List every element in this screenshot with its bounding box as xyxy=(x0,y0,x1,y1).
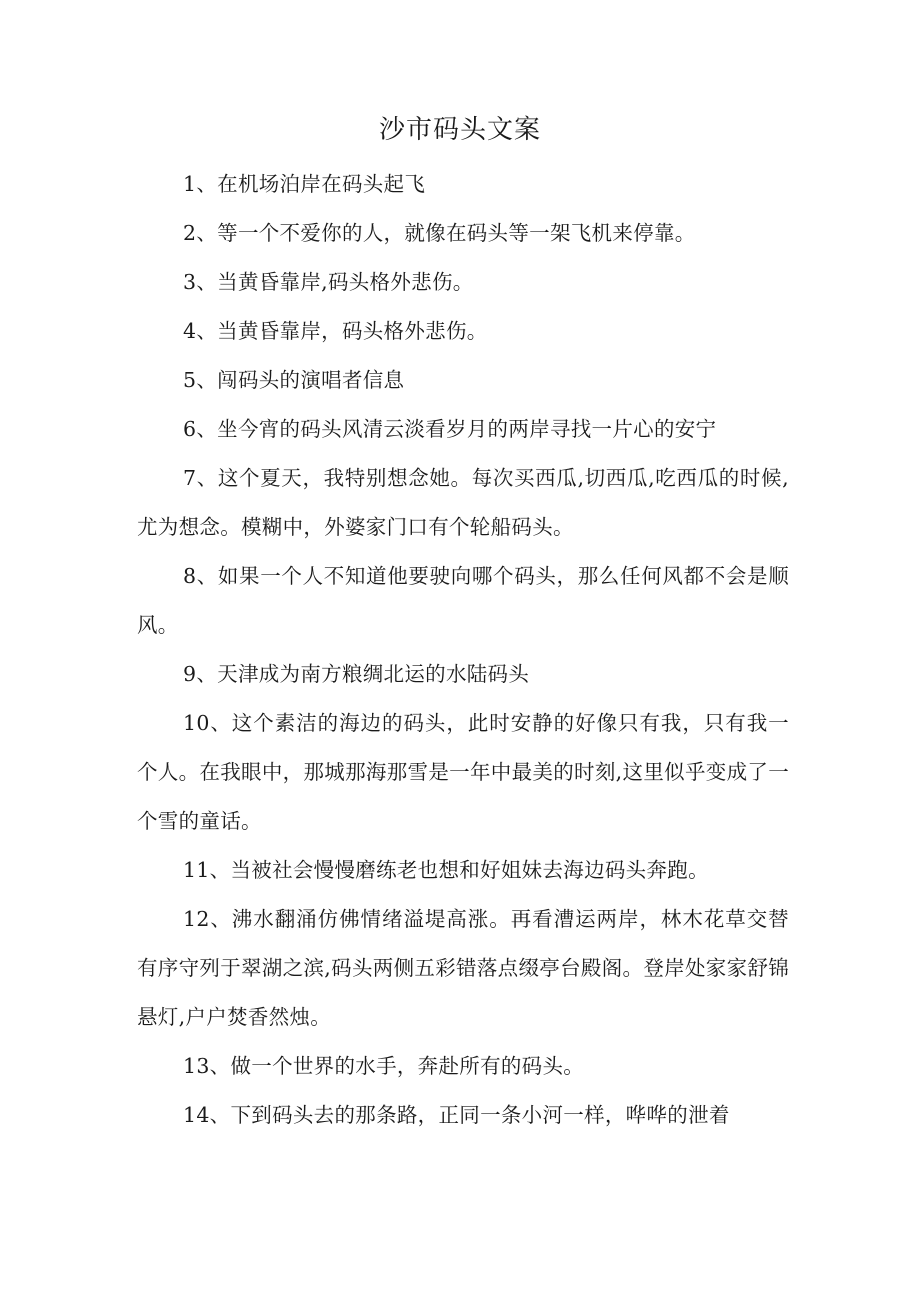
document-title: 沙市码头文案 xyxy=(378,115,541,145)
document-body xyxy=(137,160,789,1140)
paragraph-13: 13、做一个世界的水手，奔赴所有的码头。 xyxy=(183,1054,585,1078)
paragraph-3: 3、当黄昏靠岸,码头格外悲伤。 xyxy=(183,270,474,294)
paragraph-8: 8、如果一个人不知道他要驶向哪个码头，那么任何风都不会是顺风。 xyxy=(137,564,789,637)
paragraph-5: 5、闯码头的演唱者信息 xyxy=(183,368,405,392)
paragraph-10: 10、这个素洁的海边的码头，此时安静的好像只有我，只有我一个人。在我眼中，那城那海那雪是一年中最美的时刻,这里似乎变成了一个雪的童话。 xyxy=(137,711,789,833)
paragraph-9: 9、天津成为南方粮绸北运的水陆码头 xyxy=(183,662,530,686)
paragraph-14: 14、下到码头去的那条路，正同一条小河一样，哗哗的泄着 xyxy=(183,1103,730,1127)
paragraph-12: 12、沸水翻涌仿佛情绪溢堤高涨。再看漕运两岸，林木花草交替有序守列于翠湖之滨,码头两侧五彩错落点缀亭台殿阁。登岸处家家舒锦悬灯,户户焚香然烛。 xyxy=(137,907,789,1029)
paragraph-11: 11、当被社会慢慢磨练老也想和好姐妹去海边码头奔跑。 xyxy=(183,858,709,882)
paragraph-7: 7、这个夏天，我特别想念她。每次买西瓜,切西瓜,吃西瓜的时候,尤为想念。模糊中，外婆家门口有个轮船码头。 xyxy=(137,466,789,539)
paragraph-2: 2、等一个不爱你的人，就像在码头等一架飞机来停靠。 xyxy=(183,221,696,245)
paragraph-6: 6、坐今宵的码头风清云淡看岁月的两岸寻找一片心的安宁 xyxy=(183,417,717,441)
paragraph-1: 1、在机场泊岸在码头起飞 xyxy=(183,172,426,196)
paragraph-4: 4、当黄昏靠岸，码头格外悲伤。 xyxy=(183,319,488,343)
